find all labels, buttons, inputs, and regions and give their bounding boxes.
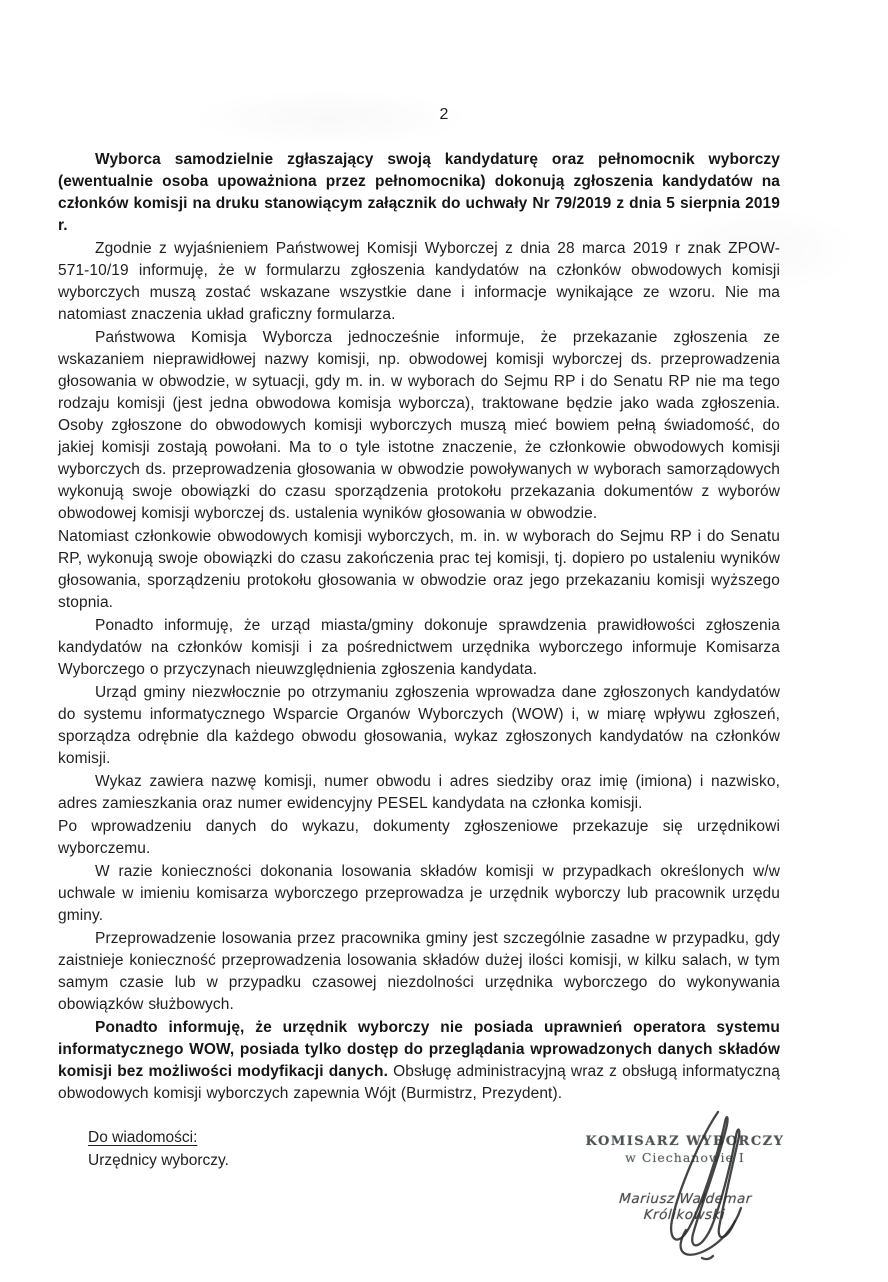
paragraph: Wykaz zawiera nazwę komisji, numer obwodu i adres siedziby oraz imię (imiona) i nazwisko, adres zamieszkania oraz numer ewidencyjny PESEL kandydata na członka komisji. xyxy=(58,773,780,812)
paragraph: Państwowa Komisja Wyborcza jednocześnie informuje, że przekazanie zgłoszenia ze wskazaniem nieprawidłowej nazwy komisji, np. obwodowej komisji wyborczej ds. przeprowadzenia głosowania w obwodzie, w sytuacji, gdy m. in. w wyborach do Sejmu RP i do Senatu RP nie ma tego rodzaju komisji (jest jedna obwodowa komisja wyborcza), traktowane będzie jako wada zgłoszenia. Osoby zgłoszone do obwodowych komisji wyborczych muszą mieć bowiem pełną świadomość, do jakiej komisji zostają powołani. Ma to o tyle istotne znaczenie, że członkowie obwodowych komisji wyborczych ds. przeprowadzenia głosowania w obwodzie powoływanych w wyborach samorządowych wykonują swoje obowiązki do czasu sporządzenia protokołu przekazania dokumentów z wyborów obwodowej komisji wyborczej ds. ustalenia wyników głosowania w obwodzie. xyxy=(58,329,780,522)
stamp-title: KOMISARZ WYBORCZY xyxy=(585,1134,785,1149)
stamp-location: w Ciechanowie I xyxy=(625,1150,745,1165)
paragraph-bold-segment: Ponadto informuję, że urzędnik wyborczy nie posiada uprawnień operatora systemu informatycznego WOW, posiada tylko dostęp do przeglądania wprowadzonych danych składów komisji bez możliwości modyfikacji danych. xyxy=(58,1019,780,1080)
paragraph xyxy=(58,1017,780,1105)
paragraph: Po wprowadzeniu danych do wykazu, dokumenty zgłoszeniowe przekazuje się urzędnikowi wyborczemu. xyxy=(58,818,780,857)
paragraph-regular-segment: Obsługę administracyjną wraz z obsługą informatyczną obwodowych komisji wyborczych zapewnia Wójt (Burmistrz, Prezydent). xyxy=(58,1063,780,1102)
signatory-name: Mariusz Waldemar Królikowski xyxy=(618,1191,753,1223)
page-number: 2 xyxy=(439,106,449,123)
paragraph: Ponadto informuję, że urząd miasta/gminy dokonuje sprawdzenia prawidłowości zgłoszenia kandydatów na członków komisji i za pośrednictwem urzędnika wyborczego informuje Komisarza Wyborczego o przyczynach nieuwzględnienia zgłoszenia kandydata. xyxy=(58,617,780,678)
distribution-label: Do wiadomości: xyxy=(88,1129,198,1146)
paragraph: Urząd gminy niezwłocznie po otrzymaniu zgłoszenia wprowadza dane zgłoszonych kandydatów do systemu informatycznego Wsparcie Organów Wyborczych (WOW) i, w miarę wpływu zgłoszeń, sporządza odrębnie dla każdego obwodu głosowania, wykaz zgłoszonych kandydatów na członków komisji. xyxy=(58,684,780,767)
distribution-value: Urzędnicy wyborczy. xyxy=(88,1152,229,1169)
paragraph: W razie konieczności dokonania losowania składów komisji w przypadkach określonych w/w uchwale w imieniu komisarza wyborczego przeprowadza je urzędnik wyborczy lub pracownik urzędu gminy. xyxy=(58,863,780,924)
signature-block xyxy=(578,1134,792,1223)
paragraph: Natomiast członkowie obwodowych komisji wyborczych, m. in. w wyborach do Sejmu RP i do Senatu RP, wykonują swoje obowiązki do czasu zakończenia prac tej komisji, tj. dopiero po ustaleniu wyników głosowania, sporządzeniu protokołu głosowania w obwodzie oraz jego przekazaniu komisji wyższego stopnia. xyxy=(58,528,780,611)
distribution-block xyxy=(88,1126,229,1172)
paragraph: Wyborca samodzielnie zgłaszający swoją kandydaturę oraz pełnomocnik wyborczy (ewentualnie osoba upoważniona przez pełnomocnika) dokonują zgłoszenia kandydatów na członków komisji na druku stanowiącym załącznik do uchwały Nr 79/2019 z dnia 5 sierpnia 2019 r. xyxy=(58,151,780,234)
paragraph: Przeprowadzenie losowania przez pracownika gminy jest szczególnie zasadne w przypadku, gdy zaistnieje konieczność przeprowadzenia losowania składów dużej ilości komisji, w kilku salach, w tym samym czasie lub w przypadku czasowej niezdolności urzędnika wyborczego do wykonywania obowiązków służbowych. xyxy=(58,930,780,1013)
paragraph: Zgodnie z wyjaśnieniem Państwowej Komisji Wyborczej z dnia 28 marca 2019 r znak ZPOW-571-10/19 informuję, że w formularzu zgłoszenia kandydatów na członków obwodowych komisji wyborczych muszą zostać wskazane wszystkie dane i informacje wynikające ze wzoru. Nie ma natomiast znaczenia układ graficzny formularza. xyxy=(58,240,780,323)
document-body xyxy=(58,149,780,1106)
